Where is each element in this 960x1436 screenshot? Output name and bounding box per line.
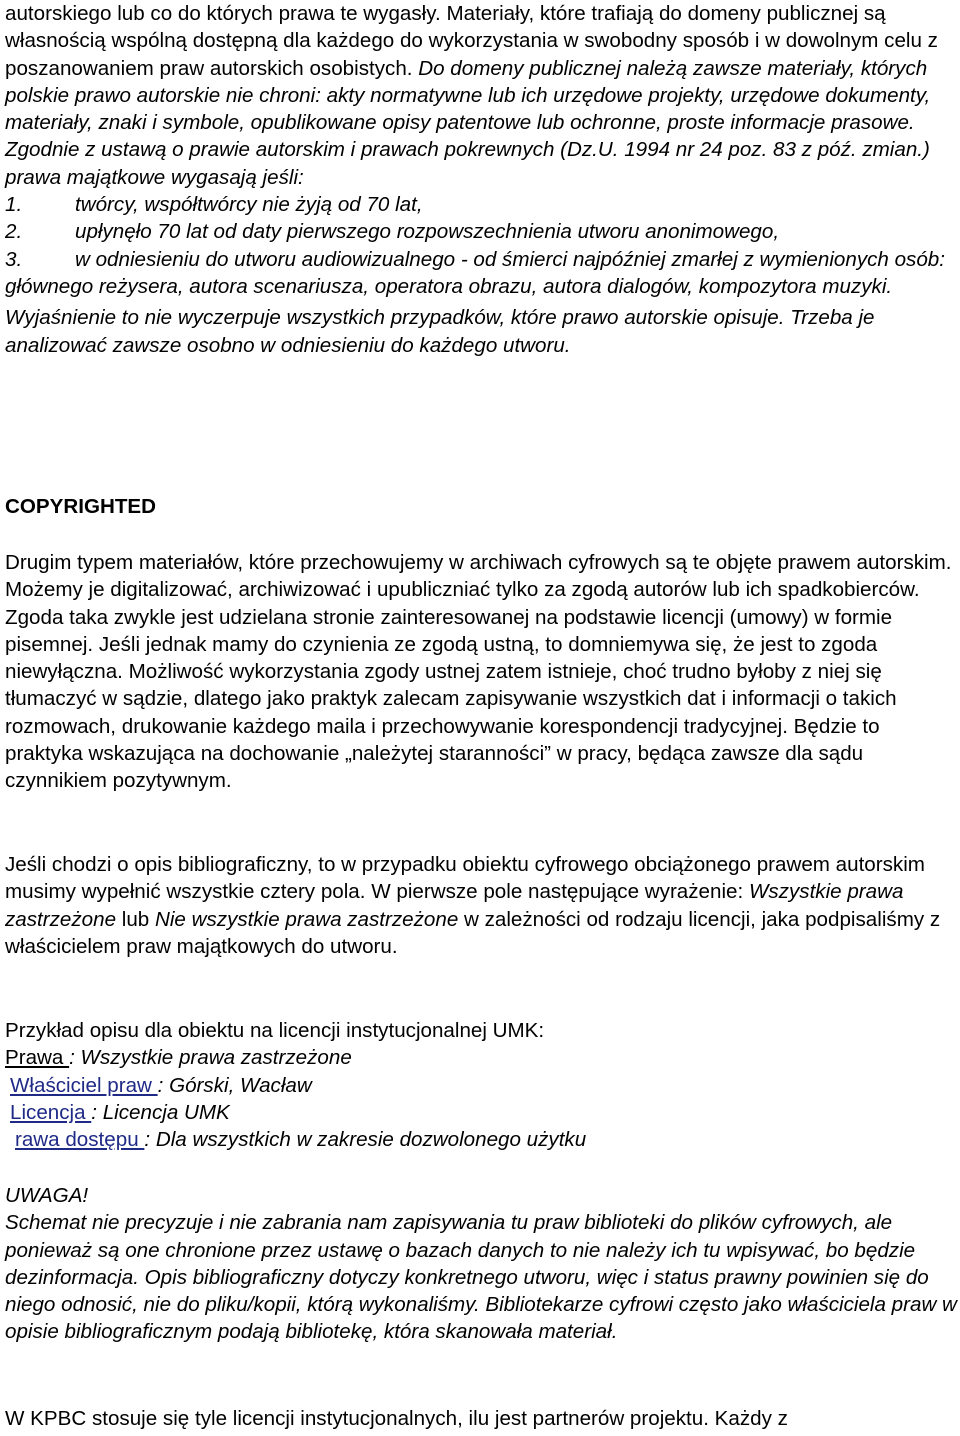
example-intro: Przykład opisu dla obiektu na licencji instytucjonalnej UMK: — [5, 1019, 545, 1042]
copyrighted-paragraph: Drugim typem materiałów, które przechowujemy w archiwach cyfrowych są te objęte prawem autorskim. Możemy je digitalizować, archiwizować i upubliczniać tylko za zgodą autorów lub ich spadkobierców. Zgoda taka zwykle jest udzielana stronie zainteresowanej na podstawie licencji (umowy) w formie pisemnej. Jeśli jednak mamy do czynienia ze zgodą ustną, to domniemywa się, że jest to zgoda niewyłączna. Możliwość wykorzystania zgody ustnej zatem istnieje, choć trudno byłoby z niej się tłumaczyć w sądzie, dlatego jako praktyk zalecam zapisywanie wszystkich dat i informacji o takich rozmowach, drukowanie każdego maila i przechowywanie korespondencji tradycyjnej. Będzie to praktyka wskazująca na dochowanie „należytej staranności” w pracy, będąca zawsze dla sądu czynnikiem pozytywnym. — [5, 551, 952, 793]
example-section — [5, 1017, 960, 1153]
last-line: W KPBC stosuje się tyle licencji instytucjonalnych, ilu jest partnerów projektu. Każdy z — [5, 1407, 788, 1430]
warning-title: UWAGA! — [5, 1184, 89, 1207]
expiry-list — [5, 191, 960, 300]
warning-text: Schemat nie precyzuje i nie zabrania nam zapisywania tu praw biblioteki do plików cyfrowych, ale ponieważ są one chronione przez ustawę o bazach danych to nie należy ich tu wpisywać, bo będzie dezinformacja. Opis bibliograficzny dotyczy konkretnego utworu, więc i status prawny powinien się do niego odnosić, nie do pliku/kopii, którą wykonaliśmy. Bibliotekarze cyfrowi często jako właściciela praw w opisie bibliograficznym podają bibliotekę, która skanowała materiał. — [5, 1211, 957, 1344]
field-label-link[interactable]: rawa dostępu — [15, 1128, 145, 1152]
list-item: 3. w odniesieniu do utworu audiowizualnego - od śmierci najpóźniej zmarłej z wymienionych osób: głównego reżysera, autora scenariusza, operatora obrazu, autora dialogów, kompozytora muzyki. — [5, 247, 945, 298]
list-item: 1. twórcy, współtwórcy nie żyją od 70 lat, — [5, 193, 423, 217]
field-label-link[interactable]: Licencja — [10, 1100, 92, 1124]
example-row-license: Licencja : Licencja UMK — [10, 1100, 230, 1124]
explanation-paragraph: Wyjaśnienie to nie wyczerpuje wszystkich przypadków, które prawo autorskie opisuje. Trzeba je analizować zawsze osobno w odniesieniu do każdego utworu. — [5, 306, 875, 357]
warning-section — [5, 1182, 960, 1346]
example-row-rights: Prawa : Wszystkie prawa zastrzeżone — [5, 1046, 352, 1070]
field-label: Prawa — [5, 1046, 70, 1070]
example-row-owner: Właściciel praw : Górski, Wacław — [10, 1073, 312, 1097]
bibliographic-paragraph: Jeśli chodzi o opis bibliograficzny, to w przypadku obiektu cyfrowego obciążonego prawem autorskim musimy wypełnić wszystkie cztery pola. W pierwsze pole następujące wyrażenie: Wszystkie prawa zastrzeżone lub Nie wszystkie prawa zastrzeżone w zależności od rodzaju licencji, jaka podpisaliśmy z właścicielem praw majątkowych do utworu. — [5, 853, 941, 958]
public-domain-paragraph: autorskiego lub co do których prawa te wygasły. Materiały, które trafiają do domeny publicznej są własnością wspólną dostępną dla każdego do wykorzystania w swobodny sposób i w dowolnym celu z poszanowaniem praw autorskich osobistych. Do domeny publicznej należą zawsze materiały, których polskie prawo autorskie nie chroni: akty normatywne lub ich urzędowe projekty, urzędowe dokumenty, materiały, znaki i symbole, opublikowane opisy patentowe lub ochronne, proste informacje prasowe. Zgodnie z ustawą o prawie autorskim i prawach pokrewnych (Dz.U. 1994 nr 24 poz. 83 z póź. zmian.) prawa majątkowe wygasają jeśli: — [5, 2, 938, 189]
example-row-access: rawa dostępu : Dla wszystkich w zakresie dozwolonego użytku — [15, 1128, 587, 1152]
domain-public-section — [5, 0, 960, 359]
field-label-link[interactable]: Właściciel praw — [10, 1073, 158, 1097]
list-item: 2. upłynęło 70 lat od daty pierwszego rozpowszechnienia utworu anonimowego, — [5, 220, 780, 244]
section-heading: COPYRIGHTED — [5, 495, 157, 518]
